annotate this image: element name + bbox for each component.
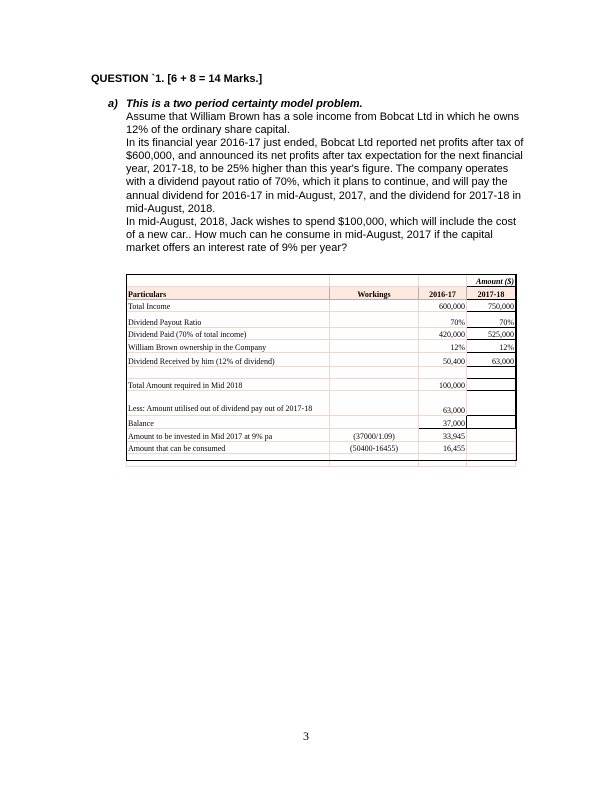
- value-2017-18: 525,000: [467, 328, 516, 340]
- value-2017-18: 63,000: [467, 353, 516, 367]
- row-label: Dividend Payout Ratio: [127, 312, 330, 328]
- table-row: [127, 312, 516, 328]
- paragraph-ownership: Assume that William Brown has a sole income from Bobcat Ltd in which he owns 12% of the ordinary share capital.: [126, 111, 520, 137]
- value-2016-17: 16,455: [419, 442, 467, 454]
- row-label: Balance: [127, 416, 330, 429]
- value-2016-17: 37,000: [419, 416, 467, 429]
- value-2016-17: 33,945: [419, 429, 467, 442]
- row-label: Total Income: [127, 300, 330, 312]
- value-2016-17: 600,000: [419, 300, 467, 312]
- row-label: Total Amount required in Mid 2018: [127, 379, 330, 391]
- value-2016-17: 100,000: [419, 379, 467, 391]
- row-label: Amount to be invested in Mid 2017 at 9% pa: [127, 429, 330, 442]
- paragraph-question: In mid-August, 2018, Jack wishes to spend $100,000, which will include the cost of a new car.. How much can he consume in mid-August, 2017 if the capital market offers an interest rate of 9% per year?: [126, 215, 517, 254]
- row-label: Amount that can be consumed: [127, 442, 330, 454]
- value-2016-17: 12%: [419, 340, 467, 353]
- row-label: Dividend Received by him (12% of dividend): [127, 353, 330, 367]
- row-label: Dividend Paid (70% of total income): [127, 328, 330, 340]
- table-row: [127, 391, 516, 416]
- value-2017-18: 750,000: [467, 300, 516, 312]
- value-2016-17: 63,000: [419, 391, 467, 416]
- col-header-2016-17: 2016-17: [419, 287, 467, 300]
- table-row: [127, 442, 516, 454]
- question-body: [126, 111, 526, 255]
- table-row: [127, 429, 516, 442]
- table-row: [127, 416, 516, 429]
- calculation-table: [126, 274, 516, 467]
- part-heading: This is a two period certainty model problem.: [126, 98, 363, 110]
- table-row: [127, 340, 516, 353]
- page-number: 3: [303, 729, 309, 743]
- col-header-particulars: Particulars: [127, 287, 330, 300]
- workings-cell: (50400-16455): [330, 442, 419, 454]
- value-2016-17: 50,400: [419, 353, 467, 367]
- value-2017-18: 12%: [467, 340, 516, 353]
- workings-cell: (37000/1.09): [330, 429, 419, 442]
- value-2016-17: 420,000: [419, 328, 467, 340]
- col-header-2017-18: 2017-18: [467, 287, 516, 300]
- table-row: [127, 300, 516, 312]
- question-title: QUESTION `1. [6 + 8 = 14 Marks.]: [91, 73, 263, 85]
- table-row: [127, 379, 516, 391]
- col-header-workings: Workings: [330, 287, 419, 300]
- table-row: [127, 367, 516, 379]
- value-2017-18: 70%: [467, 312, 516, 328]
- paragraph-profits: In its financial year 2016-17 just ended, Bobcat Ltd reported net profits after tax of $600,000, and announced its net profits after tax expectation for the next financial year, 2017-18, to be 25% higher than this year's figure. The company operates with a dividend payout ratio of 70%, which it plans to continue, and will pay the annual dividend for 2016-17 in mid-August, 2017, and the dividend for 2017-18 in mid-August, 2018.: [126, 137, 524, 215]
- table-row: [127, 353, 516, 367]
- amount-header: Amount ($): [467, 275, 516, 287]
- table-row: [127, 454, 516, 467]
- row-label: Less: Amount utilised out of dividend pay out of 2017-18: [127, 391, 330, 416]
- table-row: [127, 328, 516, 340]
- table-row: [127, 275, 516, 287]
- row-label: William Brown ownership in the Company: [127, 340, 330, 353]
- value-2016-17: 70%: [419, 312, 467, 328]
- part-label: a): [108, 98, 118, 110]
- table-header-row: [127, 287, 516, 300]
